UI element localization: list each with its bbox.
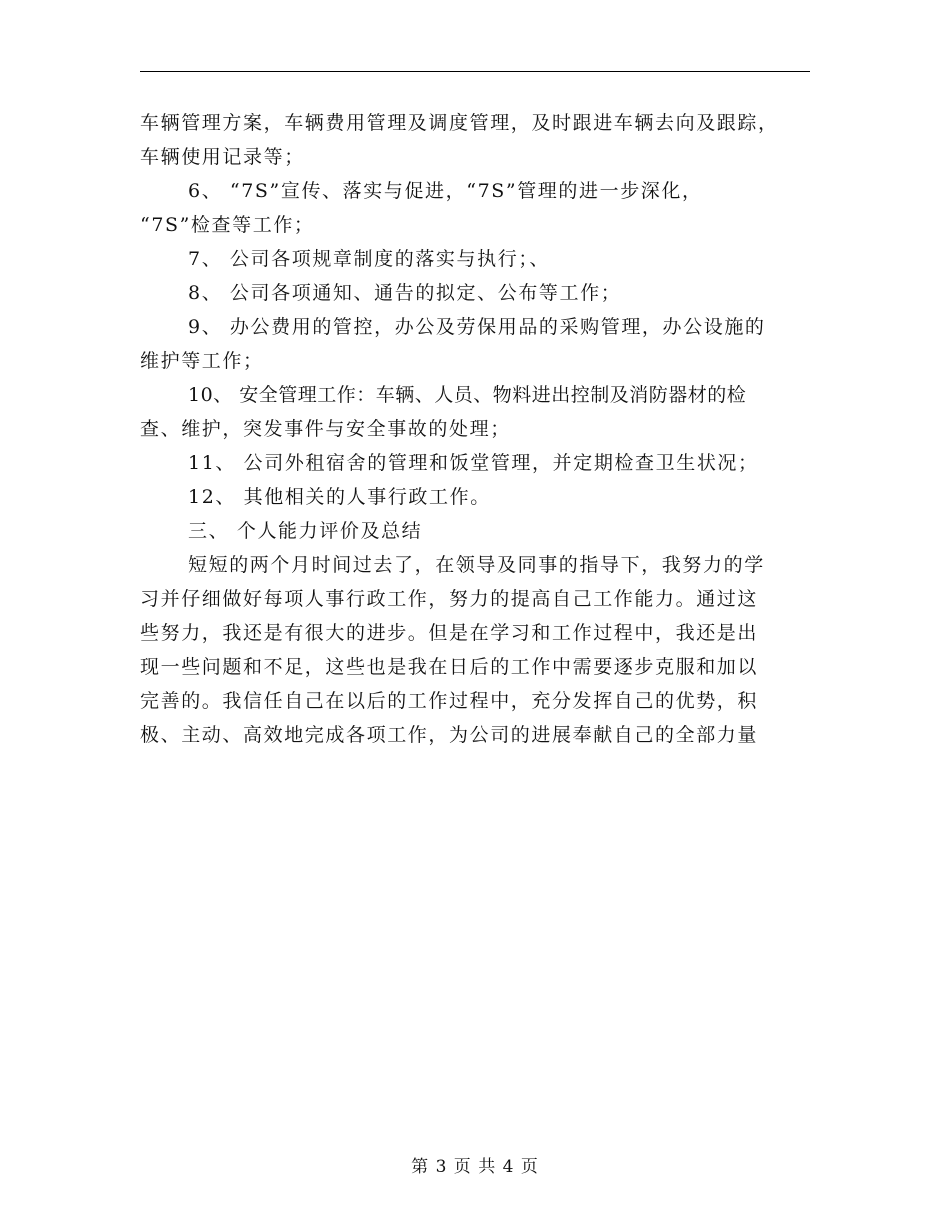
text-line: 维护等工作； xyxy=(140,350,264,372)
list-item-10: 10、 安全管理工作：车辆、人员、物料进出控制及消防器材的检 xyxy=(188,384,747,406)
text-line: 车辆使用记录等； xyxy=(140,146,305,168)
paragraph-line: 短短的两个月时间过去了，在领导及同事的指导下，我努力的学 xyxy=(188,554,765,576)
list-item-9: 9、 办公费用的管控，办公及劳保用品的采购管理，办公设施的 xyxy=(188,316,766,338)
paragraph-line: 些努力，我还是有很大的进步。但是在学习和工作过程中，我还是出 xyxy=(140,622,759,644)
text-line: 查、维护，突发事件与安全事故的处理； xyxy=(140,418,511,440)
paragraph-line: 现一些问题和不足，这些也是我在日后的工作中需要逐步克服和加以 xyxy=(140,656,759,678)
list-item-7: 7、 公司各项规章制度的落实与执行；、 xyxy=(188,248,551,270)
header-rule xyxy=(140,71,810,72)
list-item-8: 8、 公司各项通知、通告的拟定、公布等工作； xyxy=(188,282,622,304)
text-line: “7S”检查等工作； xyxy=(140,214,315,236)
page-footer: 第 3 页 共 4 页 xyxy=(411,1157,539,1177)
text-line: 车辆管理方案，车辆费用管理及调度管理，及时跟进车辆去向及跟踪， xyxy=(140,112,779,134)
section-heading: 三、 个人能力评价及总结 xyxy=(188,520,423,542)
list-item-11: 11、 公司外租宿舍的管理和饭堂管理，并定期检查卫生状况； xyxy=(188,452,759,474)
paragraph-line: 极、主动、高效地完成各项工作，为公司的进展奉献自己的全部力量 xyxy=(140,724,759,746)
document-body xyxy=(140,106,810,752)
list-item-6: 6、 “7S”宣传、落实与促进，“7S”管理的进一步深化， xyxy=(188,180,703,202)
list-item-12: 12、 其他相关的人事行政工作。 xyxy=(188,486,491,508)
paragraph-line: 习并仔细做好每项人事行政工作，努力的提高自己工作能力。通过这 xyxy=(140,588,759,610)
paragraph-line: 完善的。我信任自己在以后的工作过程中，充分发挥自己的优势，积 xyxy=(140,690,759,712)
